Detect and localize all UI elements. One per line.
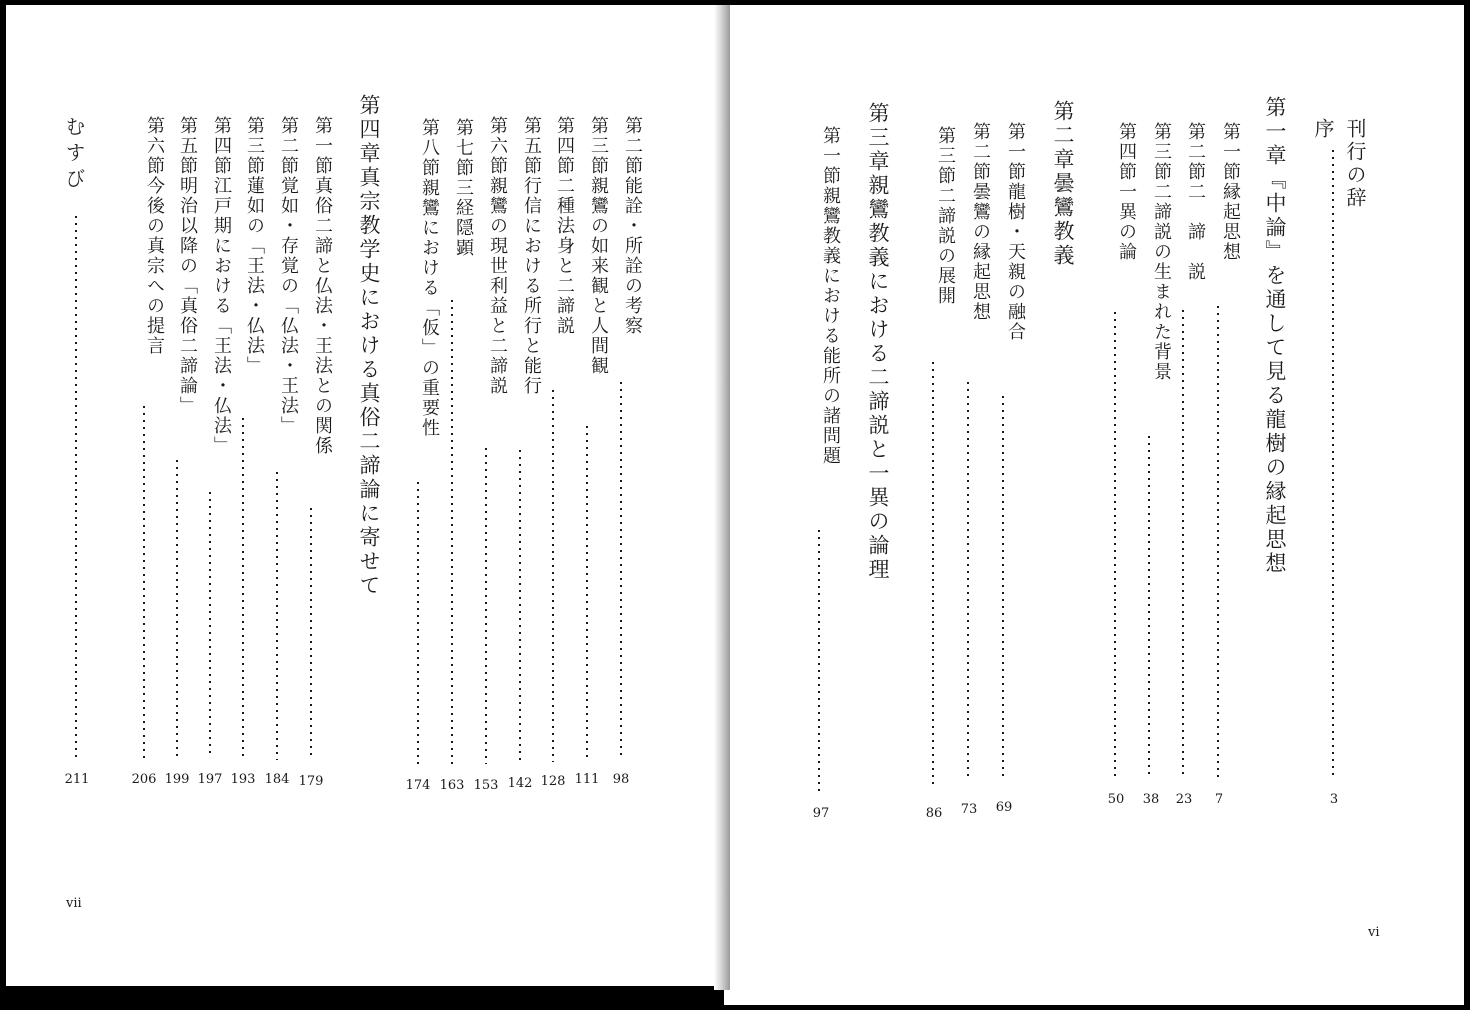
section-number: 第一節 — [1005, 122, 1026, 182]
toc-entry-ch1-sec4 — [1102, 122, 1138, 262]
section-number: 第三節 — [244, 116, 265, 176]
section-number: 第三節 — [1151, 122, 1172, 182]
page-number: 98 — [612, 772, 630, 787]
chapter-number: 第三章 — [866, 102, 890, 174]
toc-entry-ch3-sec3 — [574, 116, 610, 376]
dot-leader — [1332, 150, 1334, 778]
toc-entry-ch3-sec5 — [507, 116, 543, 396]
page-number: 73 — [960, 802, 978, 817]
page-number: 163 — [439, 778, 465, 793]
section-title: 明治以降の「真俗二諦論」 — [177, 176, 198, 416]
section-number: 第二節 — [1185, 122, 1206, 182]
toc-entry-ch3-sec4 — [540, 116, 576, 336]
page-number: 3 — [1329, 792, 1339, 807]
dot-leader — [932, 362, 934, 786]
toc-entry-ch4-sec2 — [264, 116, 300, 436]
page-folio: vii — [66, 896, 82, 911]
dot-leader — [620, 382, 622, 760]
section-title: 龍樹・天親の融合 — [1005, 182, 1026, 342]
section-title: 今後の真宗への提言 — [144, 176, 165, 356]
page-number: 7 — [1214, 792, 1224, 807]
chapter-number: 第四章 — [357, 94, 381, 166]
page-number: 111 — [574, 772, 600, 787]
section-number: 第一節 — [1220, 122, 1241, 182]
dot-leader — [1182, 310, 1184, 778]
section-title: 三経隠顕 — [453, 178, 474, 258]
toc-entry-ch4-sec1 — [298, 116, 334, 456]
toc-chapter-4 — [339, 94, 381, 598]
page-number: 38 — [1142, 792, 1160, 807]
dot-leader — [1217, 306, 1219, 778]
toc-entry-ch3-sec7 — [439, 118, 475, 258]
dot-leader — [276, 472, 278, 760]
dot-leader — [519, 450, 521, 764]
section-number: 第四節 — [554, 116, 575, 176]
toc-entry-ch2-sec3 — [921, 126, 957, 306]
toc-entry-ch3-sec8 — [405, 118, 441, 438]
toc-entry-ch4-sec3 — [230, 116, 266, 376]
section-title: 行信における所行と能行 — [521, 176, 542, 396]
dot-leader — [242, 418, 244, 758]
section-title: 曇鸞の縁起思想 — [970, 182, 991, 322]
section-number: 第一節 — [312, 116, 333, 176]
toc-chapter-1 — [1245, 96, 1287, 576]
book-gutter — [714, 5, 730, 990]
dot-leader — [1002, 396, 1004, 778]
toc-entry-ch4-sec6 — [130, 116, 166, 356]
section-title: 親鸞の現世利益と二諦説 — [487, 176, 508, 396]
section-title: 二種法身と二諦説 — [554, 176, 575, 336]
dot-leader — [143, 406, 145, 758]
section-number: 第三節 — [935, 126, 956, 186]
toc-entry-ch3-sec2 — [608, 116, 644, 336]
page-number: 86 — [925, 806, 943, 821]
section-number: 第二節 — [278, 116, 299, 176]
dot-leader — [310, 508, 312, 760]
page-number: 69 — [995, 800, 1013, 815]
section-title: 能詮・所詮の考察 — [622, 176, 643, 336]
toc-entry-ch3-sec6 — [473, 116, 509, 396]
page-number: 206 — [131, 772, 157, 787]
entry-title: むすび — [62, 116, 86, 194]
toc-entry-introduction — [1311, 118, 1335, 141]
page-number: 153 — [473, 778, 499, 793]
toc-entry-preface-title — [1343, 118, 1367, 210]
section-number: 第五節 — [521, 116, 542, 176]
toc-entry-ch1-sec3 — [1137, 122, 1173, 382]
section-number: 第三節 — [588, 116, 609, 176]
dot-leader — [451, 300, 453, 766]
dot-leader — [417, 482, 419, 766]
page-number: 174 — [405, 778, 431, 793]
section-title: 二 諦 説 — [1185, 182, 1206, 282]
toc-entry-ch1-sec1 — [1206, 122, 1242, 262]
section-title: 一異の論 — [1116, 182, 1137, 262]
toc-entry-ch2-sec2 — [956, 122, 992, 322]
chapter-number: 第二章 — [1051, 100, 1075, 172]
dot-leader — [75, 216, 77, 758]
section-title: 親鸞教義における能所の諸問題 — [820, 186, 841, 466]
page-number: 197 — [197, 772, 223, 787]
dot-leader — [176, 460, 178, 758]
toc-entry-conclusion — [62, 116, 86, 194]
section-number: 第八節 — [419, 118, 440, 178]
toc-chapter-3 — [848, 102, 890, 582]
section-number: 第一節 — [820, 126, 841, 186]
section-title: 江戸期における「王法・仏法」 — [211, 176, 232, 456]
section-number: 第四節 — [1116, 122, 1137, 182]
page-number: 211 — [64, 772, 90, 787]
page-number: 23 — [1175, 792, 1193, 807]
page-folio: vi — [1368, 925, 1380, 940]
toc-chapter-2 — [1033, 100, 1075, 268]
dot-leader — [586, 426, 588, 760]
page-number: 128 — [540, 774, 566, 789]
dot-leader — [209, 492, 211, 758]
section-title: 二諦説の展開 — [935, 186, 956, 306]
chapter-number: 第一章 — [1263, 96, 1287, 168]
entry-title: 序 — [1311, 118, 1335, 141]
dot-leader — [485, 448, 487, 764]
section-title: 二諦説の生まれた背景 — [1151, 182, 1172, 382]
toc-entry-ch4-sec4 — [197, 116, 233, 456]
chapter-title: 『中論』を通して見る龍樹の縁起思想 — [1263, 168, 1287, 576]
toc-entry-ch2-sec1 — [991, 122, 1027, 342]
toc-entry-ch1-sec2 — [1171, 122, 1207, 282]
chapter-title: 曇鸞教義 — [1051, 172, 1075, 268]
section-title: 親鸞の如来観と人間観 — [588, 176, 609, 376]
page-number: 50 — [1107, 792, 1125, 807]
dot-leader — [552, 390, 554, 762]
toc-entry-ch4-sec5 — [163, 116, 199, 416]
section-number: 第七節 — [453, 118, 474, 178]
page-number: 199 — [164, 772, 190, 787]
toc-entry-ch3-sec1 — [806, 126, 842, 466]
section-number: 第四節 — [211, 116, 232, 176]
section-title: 真俗二諦と仏法・王法との関係 — [312, 176, 333, 456]
section-number: 第二節 — [622, 116, 643, 176]
chapter-title: 親鸞教義における二諦説と一異の論理 — [866, 174, 890, 582]
page-number: 97 — [812, 806, 830, 821]
page-number: 179 — [298, 774, 324, 789]
dot-leader — [1148, 436, 1150, 778]
section-title: 蓮如の「王法・仏法」 — [244, 176, 265, 376]
page-number: 193 — [230, 772, 256, 787]
section-number: 第六節 — [144, 116, 165, 176]
entry-title: 刊行の辞 — [1343, 118, 1367, 210]
chapter-title: 真宗教学史における真俗二諦論に寄せて — [357, 166, 381, 598]
page-number: 184 — [264, 772, 290, 787]
dot-leader — [818, 530, 820, 792]
page-number: 142 — [507, 776, 533, 791]
dot-leader — [1114, 312, 1116, 778]
section-number: 第六節 — [487, 116, 508, 176]
dot-leader — [967, 382, 969, 778]
section-title: 覚如・存覚の「仏法・王法」 — [278, 176, 299, 436]
section-title: 親鸞における「仮」の重要性 — [419, 178, 440, 438]
section-number: 第五節 — [177, 116, 198, 176]
section-number: 第二節 — [970, 122, 991, 182]
section-title: 縁起思想 — [1220, 182, 1241, 262]
